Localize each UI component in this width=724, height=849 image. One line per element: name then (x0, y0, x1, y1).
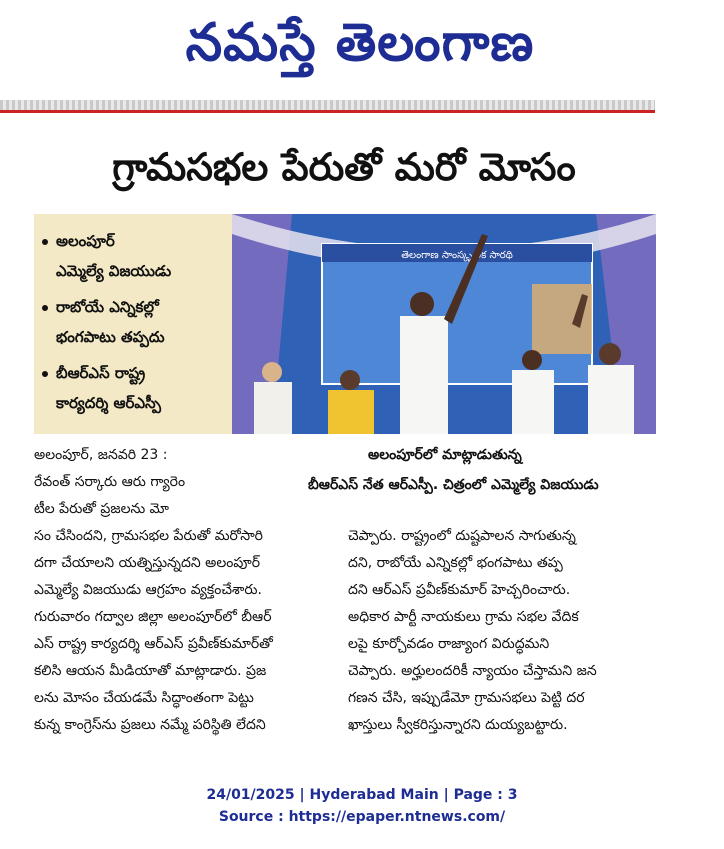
caption-line-1: అలంపూర్‌లో మాట్లాడుతున్న (368, 447, 522, 463)
masthead-divider (0, 100, 655, 110)
newspaper-logo-title: నమస్తే తెలంగాణ (185, 13, 535, 73)
article-line: కున్న కాంగ్రెస్‌ను ప్రజలు నమ్మే పరిస్థితి లేదని (34, 717, 266, 733)
article-column-left (34, 442, 334, 739)
article-line: గణన చేసి, ఇప్పుడేమో గ్రామసభలు పెట్టి దర (348, 690, 585, 706)
news-photo (232, 214, 656, 434)
dateline: అలంపూర్, జనవరి 23 : (34, 447, 168, 463)
news-photo-illustration (232, 214, 656, 434)
article-line: కలిసి ఆయన మీడియాతో మాట్లాడారు. ప్రజ (34, 663, 267, 679)
highlight-item-cont: కార్యదర్శి ఆర్ఎస్పీ (56, 394, 161, 412)
article-headline: గ్రామసభల పేరుతో మరో మోసం (112, 145, 576, 189)
highlight-item-cont: భంగపాటు తప్పదు (56, 328, 165, 346)
highlight-item: బీఆర్ఎస్ రాష్ట్ర (42, 358, 145, 388)
article-column-right (348, 523, 658, 739)
highlight-item: రాబోయే ఎన్నికల్లో (42, 292, 159, 322)
bullet-icon (42, 371, 48, 377)
article-line: అధికార పార్టీ నాయకులు గ్రామ సభల వేదిక (348, 609, 579, 625)
article-line: టీల పేరుతో ప్రజలను మో (34, 501, 169, 517)
article-line: ఖాస్తులు స్వీకరిస్తున్నారని దుయ్యబట్టారు. (348, 717, 568, 733)
article-line: లను మోసం చేయడమే సిద్ధాంతంగా పెట్టు (34, 690, 254, 706)
bullet-icon (42, 305, 48, 311)
edition-info: 24/01/2025 | Hyderabad Main | Page : 3 (206, 787, 518, 803)
article-line: దగా చేయాలని యత్నిస్తున్నదని అలంపూర్ (34, 555, 261, 571)
highlight-item: అలంపూర్ (42, 226, 115, 256)
masthead (0, 0, 724, 100)
article-line: లపై కూర్చోవడం రాజ్యాంగ విరుద్ధమని (348, 636, 550, 652)
masthead-red-line (0, 110, 655, 113)
highlight-item-cont: ఎమ్మెల్యే విజయుడు (56, 262, 172, 280)
article-line: చెప్పారు. అర్హులందరికీ న్యాయం చేస్తామని జన (348, 663, 597, 679)
article-line: దని, రాబోయే ఎన్నికల్లో భంగపాటు తప్ప (348, 555, 563, 571)
article-line: గురువారం గద్వాల జిల్లా అలంపూర్‌లో బీఆర్ (34, 609, 272, 625)
article-line: దని ఆర్ఎస్ ప్రవీణ్‌కుమార్ హెచ్చరించారు. (348, 582, 571, 598)
article-line: సం చేసిందని, గ్రామసభల పేరుతో మరోసారి (34, 528, 263, 544)
bullet-icon (42, 239, 48, 245)
banner-text: తెలంగాణ సాంస్కృతిక సారథి (401, 250, 513, 261)
article-line: ఎమ్మెల్యే విజయుడు ఆగ్రహం వ్యక్తంచేశారు. (34, 582, 262, 598)
caption-line-2: బీఆర్ఎస్ నేత ఆర్ఎస్పీ. చిత్రంలో ఎమ్మెల్యే విజయుడు (308, 477, 599, 493)
source-link[interactable]: Source : https://epaper.ntnews.com/ (218, 809, 506, 825)
article-line: చెప్పారు. రాష్ట్రంలో దుష్టపాలన సాగుతున్న (348, 528, 576, 544)
article-line: రేవంత్ సర్కారు ఆరు గ్యారెం (34, 474, 186, 490)
article-line: ఎస్ రాష్ట్ర కార్యదర్శి ఆర్ఎస్ ప్రవీణ్‌కుమార్‌తో (34, 636, 273, 652)
highlights-box (34, 214, 232, 434)
